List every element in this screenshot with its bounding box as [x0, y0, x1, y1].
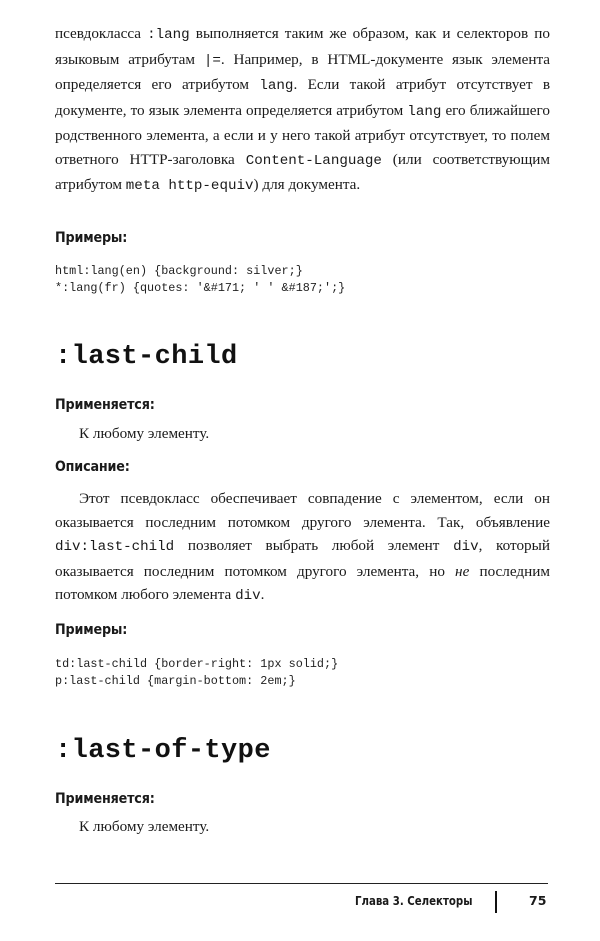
inline-code: div — [453, 539, 479, 555]
intro-paragraph — [55, 22, 550, 199]
last-of-type-applies-text: К любому элементу. — [79, 818, 210, 835]
last-of-type-title: :last-of-type — [55, 736, 271, 766]
inline-code: meta http-equiv — [125, 178, 254, 194]
description-text: . — [260, 586, 265, 603]
lang-examples-code: html:lang(en) {background: silver;} *:lang(fr) {quotes: '&#171; ' ' &#187;';} — [55, 264, 346, 295]
inline-code: lang — [259, 78, 294, 94]
inline-code: div:last-child — [55, 539, 175, 555]
inline-code: div — [235, 588, 261, 604]
description-text: Этот псевдокласс обеспечивает совпадение с элементом, если он оказывается последним потомком другого элемента. Так, объявление — [55, 490, 550, 531]
last-child-applies-heading: Применяется: — [55, 397, 155, 413]
page-number: 75 — [529, 893, 547, 908]
intro-text: псевдокласса — [55, 25, 148, 42]
last-child-applies-text: К любому элементу. — [79, 425, 210, 442]
last-child-description — [55, 487, 550, 609]
last-child-description-heading: Описание: — [55, 459, 130, 475]
intro-text: (или соответствующим атрибутом — [55, 150, 551, 193]
footer-divider — [495, 891, 497, 913]
description-text: позволяет выбрать любой элемент — [174, 537, 454, 554]
description-text: , который оказывается последним потомком другого элемента, но — [55, 537, 550, 580]
inline-code: |= — [203, 52, 221, 69]
footer-chapter: Глава 3. Селекторы — [355, 894, 473, 908]
last-child-examples-heading: Примеры: — [55, 622, 128, 638]
inline-code: Content-Language — [245, 152, 382, 169]
last-of-type-applies-heading: Применяется: — [55, 791, 155, 807]
footer-rule — [55, 883, 548, 884]
intro-text: его ближайшего родственного элемента, а если и у него такой атрибут отсутствует, то полем ответного HTTP-заголовка — [55, 101, 550, 168]
description-text: последним потомком любого элемента — [55, 562, 550, 603]
intro-text: . Если такой атрибут отсутствует в документе, то язык элемента определяется атрибутом — [55, 76, 550, 119]
last-child-examples-code: td:last-child {border-right: 1px solid;} p:last-child {margin-bottom: 2em;} — [55, 657, 339, 688]
intro-text: ) для документа. — [253, 176, 361, 193]
intro-text: выполняется таким же образом, как и селекторов по языковым атрибутам — [55, 25, 551, 68]
lang-examples-heading: Примеры: — [55, 230, 128, 246]
inline-code: lang — [407, 103, 442, 120]
emphasis: не — [455, 562, 470, 580]
intro-text: . Например, в HTML-документе язык элемента определяется его атрибутом — [55, 50, 551, 93]
last-child-title: :last-child — [55, 342, 238, 372]
inline-code: :lang — [147, 27, 190, 43]
